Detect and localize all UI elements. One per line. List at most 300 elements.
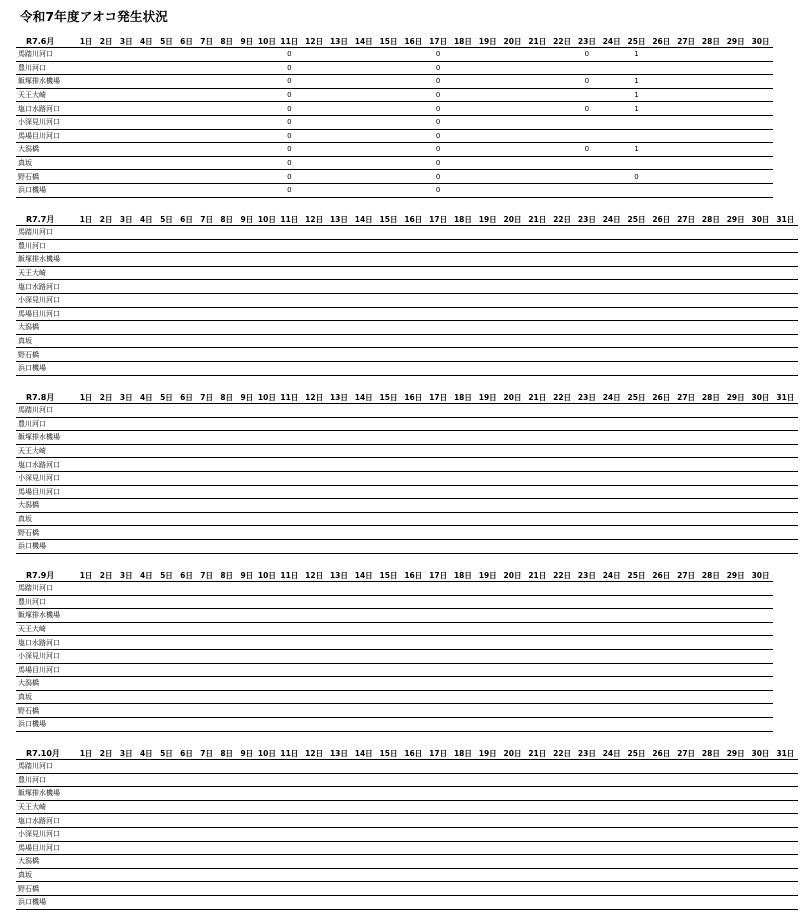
table-row [16,102,773,116]
data-cell [302,321,327,335]
data-cell [748,48,773,62]
data-cell [116,717,136,731]
location-name: 天王大崎 [16,800,76,814]
location-name: 天王大崎 [16,622,76,636]
data-cell [376,129,401,143]
data-cell [197,266,217,280]
data-cell [136,773,156,787]
data-cell [96,417,116,431]
data-cell: 1 [624,88,649,102]
month-label: R7.7月 [16,212,76,226]
data-cell [649,690,674,704]
data-cell [277,636,302,650]
data-cell [116,156,136,170]
data-cell [624,717,649,731]
data-cell [376,636,401,650]
data-cell [217,512,237,526]
day-header: 15日 [376,746,401,760]
day-header: 12日 [302,212,327,226]
location-name: 馬場目川河口 [16,307,76,321]
location-name: 浜口機場 [16,895,76,909]
data-cell [649,512,674,526]
day-header: 27日 [674,212,699,226]
data-cell [257,704,277,718]
data-cell [376,458,401,472]
data-cell [624,499,649,513]
data-cell [401,239,426,253]
data-cell [674,102,699,116]
data-cell [674,841,699,855]
data-cell [351,307,376,321]
data-cell [156,170,176,184]
day-header: 22日 [550,212,575,226]
data-cell [698,649,723,663]
data-cell [550,156,575,170]
data-cell [698,773,723,787]
day-header: 23日 [575,212,600,226]
data-cell [327,431,352,445]
data-cell [136,814,156,828]
data-cell [723,814,748,828]
data-cell [451,882,476,896]
data-cell [674,61,699,75]
data-cell [277,882,302,896]
data-cell [376,156,401,170]
data-cell [116,183,136,197]
data-cell [156,115,176,129]
data-cell [773,226,798,240]
table-row [16,677,773,691]
data-cell [156,677,176,691]
data-cell [451,677,476,691]
data-cell [76,841,96,855]
day-header: 22日 [550,568,575,582]
data-cell [550,855,575,869]
day-header: 20日 [500,568,525,582]
data-cell [674,895,699,909]
data-cell [748,183,773,197]
data-cell: 0 [426,88,451,102]
data-cell [624,827,649,841]
data-cell [575,431,600,445]
data-cell [302,280,327,294]
data-cell [76,717,96,731]
data-cell [451,512,476,526]
data-cell [599,61,624,75]
data-cell [351,800,376,814]
day-header: 18日 [451,568,476,582]
data-cell [525,280,550,294]
data-cell [674,280,699,294]
data-cell: 0 [277,115,302,129]
data-cell [197,622,217,636]
day-header: 6日 [176,746,196,760]
data-cell [136,115,156,129]
data-cell [351,129,376,143]
data-cell [624,280,649,294]
data-cell [550,458,575,472]
data-cell [257,170,277,184]
data-cell [217,88,237,102]
data-cell [76,773,96,787]
data-cell [116,361,136,375]
data-cell [475,143,500,157]
data-cell [96,622,116,636]
data-cell [376,293,401,307]
data-cell [575,704,600,718]
data-cell [401,704,426,718]
data-cell [624,129,649,143]
data-cell [723,595,748,609]
data-cell [302,827,327,841]
data-cell [76,417,96,431]
data-cell [698,404,723,418]
data-cell [698,800,723,814]
data-cell [748,677,773,691]
data-cell [575,526,600,540]
data-cell [723,156,748,170]
day-header: 21日 [525,568,550,582]
data-cell [156,485,176,499]
day-header: 24日 [599,34,624,48]
data-cell [773,827,798,841]
data-cell [649,499,674,513]
data-cell: 1 [624,48,649,62]
data-cell [748,334,773,348]
data-cell [525,814,550,828]
data-cell [302,800,327,814]
data-cell [351,582,376,596]
month-label: R7.6月 [16,34,76,48]
data-cell [401,760,426,774]
data-cell [748,417,773,431]
data-cell [217,827,237,841]
data-cell [257,882,277,896]
data-cell [525,183,550,197]
data-cell [451,321,476,335]
data-cell [156,827,176,841]
data-cell [116,868,136,882]
location-name: 馬場目川河口 [16,485,76,499]
data-cell [257,280,277,294]
data-cell [674,622,699,636]
data-cell [698,444,723,458]
data-cell [176,156,196,170]
day-header: 24日 [599,212,624,226]
data-cell [599,75,624,89]
data-cell [76,348,96,362]
data-cell [451,183,476,197]
table-row [16,690,773,704]
data-cell [302,417,327,431]
data-cell [426,539,451,553]
data-cell [475,868,500,882]
data-cell [649,609,674,623]
data-cell [525,266,550,280]
day-header: 30日 [748,746,773,760]
data-cell [277,253,302,267]
data-cell: 0 [426,75,451,89]
table-row [16,787,798,801]
day-header: 10日 [257,390,277,404]
data-cell [136,690,156,704]
data-cell [624,444,649,458]
table-row [16,226,798,240]
data-cell [76,595,96,609]
data-cell [723,417,748,431]
data-cell [723,75,748,89]
data-cell [217,321,237,335]
data-cell [197,293,217,307]
data-cell [197,582,217,596]
day-header: 1日 [76,34,96,48]
data-cell [525,321,550,335]
data-cell [723,827,748,841]
data-cell [136,760,156,774]
table-row [16,266,798,280]
data-cell [475,253,500,267]
data-cell [748,539,773,553]
data-cell [723,663,748,677]
data-cell [176,773,196,787]
data-cell [237,129,257,143]
data-cell [257,404,277,418]
data-cell [674,760,699,774]
data-cell [550,636,575,650]
data-cell [426,499,451,513]
data-cell [451,348,476,362]
data-cell [327,622,352,636]
data-cell [451,129,476,143]
data-cell [723,800,748,814]
data-cell [136,526,156,540]
data-cell [156,143,176,157]
data-cell [136,582,156,596]
data-cell [674,773,699,787]
data-cell [217,307,237,321]
data-cell [599,622,624,636]
data-cell [237,868,257,882]
data-cell [96,485,116,499]
data-cell [575,595,600,609]
data-cell [599,773,624,787]
data-cell [624,582,649,596]
data-cell [376,582,401,596]
data-cell [376,115,401,129]
data-cell [376,321,401,335]
data-cell [599,841,624,855]
data-cell [217,115,237,129]
data-cell [674,471,699,485]
data-cell [237,636,257,650]
data-cell [351,253,376,267]
table-row [16,814,798,828]
data-cell [674,609,699,623]
data-cell [550,773,575,787]
data-cell [500,143,525,157]
data-cell [649,239,674,253]
data-cell [76,431,96,445]
data-cell [674,226,699,240]
data-cell [217,293,237,307]
data-cell [525,253,550,267]
day-header: 17日 [426,568,451,582]
data-cell [698,760,723,774]
data-cell [500,471,525,485]
data-cell [773,280,798,294]
data-cell [624,239,649,253]
data-cell [500,539,525,553]
table-row [16,704,773,718]
data-cell [257,787,277,801]
data-cell [257,156,277,170]
data-cell [599,334,624,348]
data-cell [698,143,723,157]
data-cell [475,677,500,691]
data-cell [698,512,723,526]
data-cell [575,253,600,267]
day-header: 30日 [748,568,773,582]
data-cell: 0 [426,129,451,143]
data-cell [237,595,257,609]
data-cell [197,156,217,170]
data-cell [401,882,426,896]
data-cell [237,239,257,253]
data-cell [136,226,156,240]
data-cell [475,334,500,348]
data-cell [723,677,748,691]
data-cell [698,88,723,102]
data-cell [197,253,217,267]
data-cell [197,183,217,197]
data-cell [351,170,376,184]
data-cell [649,841,674,855]
data-cell [426,458,451,472]
data-cell [575,622,600,636]
month-table [16,746,798,910]
data-cell [76,334,96,348]
data-cell [649,170,674,184]
data-cell [698,787,723,801]
data-cell [674,348,699,362]
data-cell [401,156,426,170]
data-cell [401,431,426,445]
data-cell [217,170,237,184]
data-cell [451,485,476,499]
data-cell [257,800,277,814]
data-cell [500,280,525,294]
table-row [16,609,773,623]
data-cell [550,787,575,801]
data-cell [624,649,649,663]
data-cell: 0 [277,156,302,170]
data-cell [136,677,156,691]
data-cell [217,690,237,704]
data-cell [76,458,96,472]
data-cell [376,143,401,157]
data-cell [748,690,773,704]
data-cell [277,609,302,623]
data-cell [575,170,600,184]
data-cell [76,882,96,896]
data-cell [217,704,237,718]
data-cell [475,431,500,445]
data-cell [674,334,699,348]
data-cell [525,307,550,321]
data-cell [302,787,327,801]
data-cell [351,855,376,869]
data-cell [217,595,237,609]
data-cell [550,539,575,553]
data-cell [217,61,237,75]
location-name: 浜口機場 [16,361,76,375]
location-name: 真坂 [16,868,76,882]
data-cell [723,266,748,280]
data-cell [723,787,748,801]
data-cell [197,226,217,240]
data-cell [237,677,257,691]
data-cell [376,677,401,691]
data-cell [96,183,116,197]
data-cell [624,321,649,335]
data-cell [76,471,96,485]
data-cell [748,800,773,814]
data-cell [698,868,723,882]
data-cell [327,882,352,896]
data-cell [156,663,176,677]
data-cell [575,895,600,909]
data-cell [116,293,136,307]
data-cell [525,88,550,102]
data-cell [500,649,525,663]
day-header: 21日 [525,212,550,226]
data-cell [624,773,649,787]
data-cell [197,48,217,62]
data-cell [116,280,136,294]
data-cell [76,663,96,677]
data-cell [599,539,624,553]
data-cell [575,814,600,828]
data-cell [277,841,302,855]
data-cell [525,773,550,787]
data-cell [525,115,550,129]
data-cell [649,348,674,362]
data-cell [217,760,237,774]
data-cell [257,431,277,445]
data-cell [649,61,674,75]
data-cell [237,773,257,787]
data-cell [327,814,352,828]
data-cell [500,717,525,731]
data-cell [136,622,156,636]
data-cell [237,348,257,362]
data-cell [525,471,550,485]
data-cell [723,512,748,526]
data-cell [176,814,196,828]
data-cell [475,895,500,909]
data-cell [748,156,773,170]
data-cell [76,156,96,170]
data-cell [302,663,327,677]
data-cell [237,361,257,375]
data-cell [698,183,723,197]
day-header: 13日 [327,212,352,226]
data-cell [136,334,156,348]
data-cell [599,361,624,375]
data-cell [401,280,426,294]
data-cell [156,800,176,814]
data-cell [698,622,723,636]
